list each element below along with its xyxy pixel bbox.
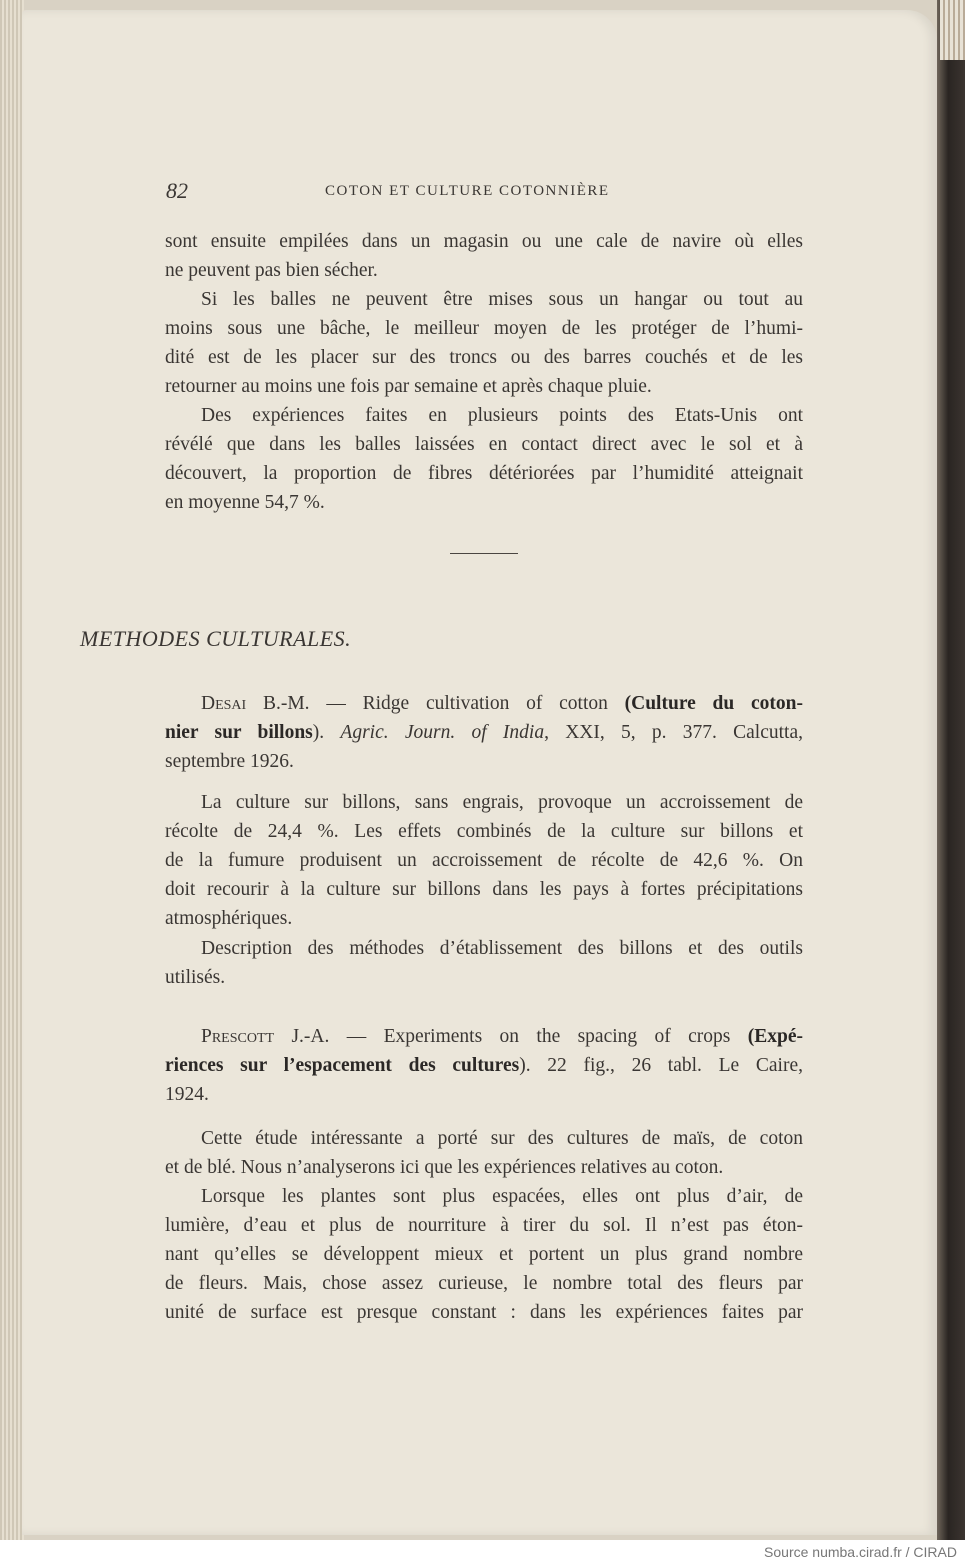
text-run: ). 22 fig., 26 tabl. Le Caire, [519,1055,803,1076]
text-run: doit recourir à la culture sur billons dans les pays à fortes précipitations [165,879,803,900]
paragraph-line [165,343,803,372]
text-run: dité est de les placer sur des troncs ou des barres couchés et de les [165,347,803,368]
text-run: atmosphériques. [165,908,293,929]
citation-prescott-line [165,1080,803,1109]
citation-desai-line [165,718,803,747]
abstract-prescott-line [165,1298,803,1327]
book-spine-shadow [937,0,965,1540]
text-run: ). [312,722,341,743]
abstract-desai-line [201,788,803,817]
paragraph-line [165,314,803,343]
text-run: récolte de 24,4 %. Les effets combinés de la culture sur billons et [165,821,803,842]
text-run: septembre 1926. [165,751,294,772]
source-credit: Source numba.cirad.fr / CIRAD [764,1544,957,1560]
next-page-edge [940,0,965,60]
text-run: Agric. Journ. of India [340,722,545,743]
paragraph-line [165,488,803,517]
text-run: Description des méthodes d’établissement des billons et des outils [201,938,803,959]
text-run: unité de surface est presque constant : dans les expériences faites par [165,1302,803,1323]
citation-desai-line [165,747,803,776]
abstract-prescott-line [165,1269,803,1298]
text-run: nant qu’elles se développent mieux et portent un plus grand nombre [165,1244,803,1265]
text-run: Si les balles ne peuvent être mises sous un hangar ou tout au [201,289,803,310]
paragraph-line [165,430,803,459]
text-run: en moyenne 54,7 %. [165,492,325,513]
text-run: Lorsque les plantes sont plus espacées, elles ont plus d’air, de [201,1186,803,1207]
citation-desai-line [201,689,803,718]
text-run: , XXI, 5, p. 377. Calcutta, [544,722,803,743]
text-run: lumière, d’eau et plus de nourriture à tirer du sol. Il n’est pas éton- [165,1215,803,1236]
abstract-desai-line [165,846,803,875]
paragraph-line [201,285,803,314]
abstract-desai-line [201,934,803,963]
text-run: Des expériences faites en plusieurs points des Etats-Unis ont [201,405,803,426]
text-run: (Expé- [747,1026,803,1047]
text-run: B.-M. — Ridge cultivation of cotton [246,693,625,714]
text-run: de la fumure produisent un accroissement de récolte de 42,6 %. On [165,850,803,871]
citation-prescott-line [165,1051,803,1080]
text-run: Desai [201,693,247,714]
section-title: METHODES CULTURALES. [80,626,352,651]
abstract-desai-line [165,817,803,846]
text-run: (Culture du coton- [624,693,803,714]
abstract-prescott-line [201,1182,803,1211]
citation-prescott-line [201,1022,803,1051]
paragraph-line [165,227,803,256]
text-run: de fleurs. Mais, chose assez curieuse, le nombre total des fleurs par [165,1273,803,1294]
text-run: découvert, la proportion de fibres détériorées par l’humidité atteignait [165,463,803,484]
text-run: retourner au moins une fois par semaine et après chaque pluie. [165,376,652,397]
abstract-prescott-line [165,1153,803,1182]
paragraph-line [165,256,803,285]
abstract-prescott-line [201,1124,803,1153]
running-title: COTON ET CULTURE COTONNIÈRE [325,183,610,199]
text-run: La culture sur billons, sans engrais, provoque un accroissement de [201,792,803,813]
text-run: Prescott [201,1026,275,1047]
text-run: Cette étude intéressante a porté sur des cultures de maïs, de coton [201,1128,803,1149]
text-run: nier sur billons [165,722,313,743]
text-run: sont ensuite empilées dans un magasin ou une cale de navire où elles [165,231,803,252]
text-run: et de blé. Nous n’analyserons ici que les expériences relatives au coton. [165,1157,724,1178]
page-stack-edge [0,0,24,1540]
text-run: riences sur l’espacement des cultures [165,1055,520,1076]
paragraph-line [165,459,803,488]
paragraph-line [165,372,803,401]
abstract-prescott-line [165,1211,803,1240]
paragraph-line [201,401,803,430]
text-run: ne peuvent pas bien sécher. [165,260,378,281]
abstract-prescott-line [165,1240,803,1269]
abstract-desai-line [165,904,803,933]
abstract-desai-line [165,875,803,904]
section-separator [450,553,518,554]
text-run: moins sous une bâche, le meilleur moyen de les protéger de l’humi- [165,318,803,339]
text-run: révélé que dans les balles laissées en contact direct avec le sol et à [165,434,803,455]
abstract-desai-line [165,963,803,992]
text-run: 1924. [165,1084,209,1105]
text-run: utilisés. [165,967,226,988]
page-number: 82 [166,178,188,203]
text-run: J.-A. — Experiments on the spacing of crops [274,1026,748,1047]
